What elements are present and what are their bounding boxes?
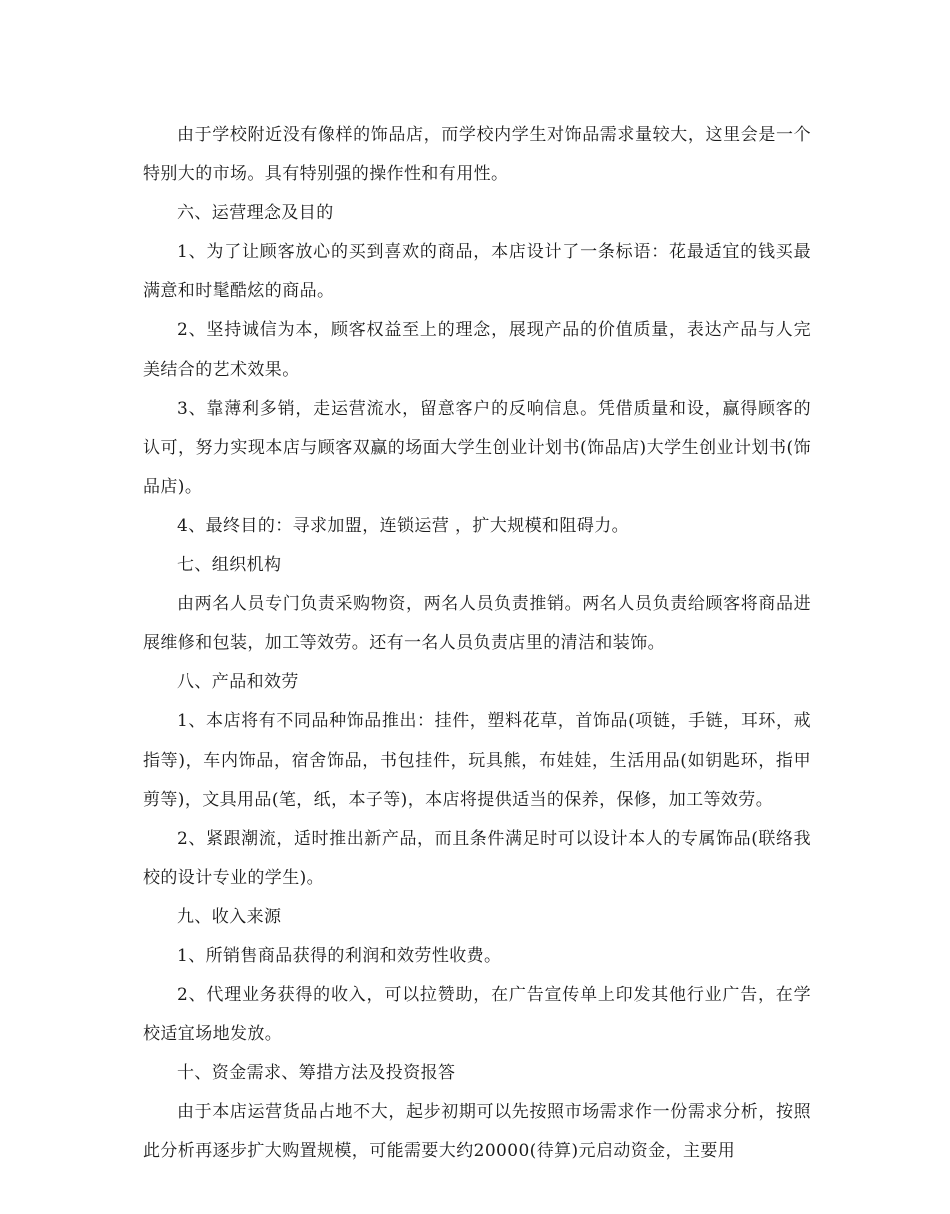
section-heading-7: 七、组织机构: [177, 555, 282, 576]
document-body: [143, 116, 811, 1172]
paragraph-6-3: 3、靠薄利多销，走运营流水，留意客户的反响信息。凭借质量和设，赢得顾客的认可，努力实现本店与顾客双赢的场面大学生创业计划书(饰品店)大学生创业计划书(饰品店)。: [143, 398, 811, 497]
paragraph-7-1: 由两名人员专门负责采购物资，两名人员负责推销。两名人员负责给顾客将商品进展维修和包装，加工等效劳。还有一名人员负责店里的清洁和装饰。: [143, 594, 811, 654]
paragraph-9-2: 2、代理业务获得的收入，可以拉赞助，在广告宣传单上印发其他行业广告，在学校适宜场地发放。: [143, 985, 811, 1045]
paragraph-9-1: 1、所销售商品获得的利润和效劳性收费。: [177, 945, 502, 966]
section-heading-8: 八、产品和效劳: [177, 672, 299, 693]
paragraph-6-1: 1、为了让顾客放心的买到喜欢的商品，本店设计了一条标语：花最适宜的钱买最满意和时髦酷炫的商品。: [143, 242, 811, 302]
section-heading-9: 九、收入来源: [177, 906, 282, 927]
section-heading-10: 十、资金需求、筹措方法及投资报答: [177, 1063, 456, 1084]
paragraph-8-2: 2、紧跟潮流，适时推出新产品，而且条件满足时可以设计本人的专属饰品(联络我校的设计专业的学生)。: [143, 828, 811, 888]
paragraph-6-2: 2、坚持诚信为本，顾客权益至上的理念，展现产品的价值质量，表达产品与人完美结合的艺术效果。: [143, 320, 811, 380]
paragraph-10-1: 由于本店运营货品占地不大，起步初期可以先按照市场需求作一份需求分析，按照此分析再逐步扩大购置规模，可能需要大约20000(待算)元启动资金，主要用: [143, 1102, 811, 1162]
paragraph-8-1: 1、本店将有不同品种饰品推出：挂件，塑料花草，首饰品(项链，手链，耳环，戒指等)，车内饰品，宿舍饰品，书包挂件，玩具熊，布娃娃，生活用品(如钥匙环，指甲剪等)，文具用品(笔，纸，本子等)，本店将提供适当的保养，保修，加工等效劳。: [143, 711, 811, 810]
section-heading-6: 六、运营理念及目的: [177, 203, 334, 224]
paragraph-intro: 由于学校附近没有像样的饰品店，而学校内学生对饰品需求量较大，这里会是一个特别大的市场。具有特别强的操作性和有用性。: [143, 125, 811, 185]
paragraph-6-4: 4、最终目的：寻求加盟，连锁运营 ，扩大规模和阻碍力。: [177, 515, 630, 536]
